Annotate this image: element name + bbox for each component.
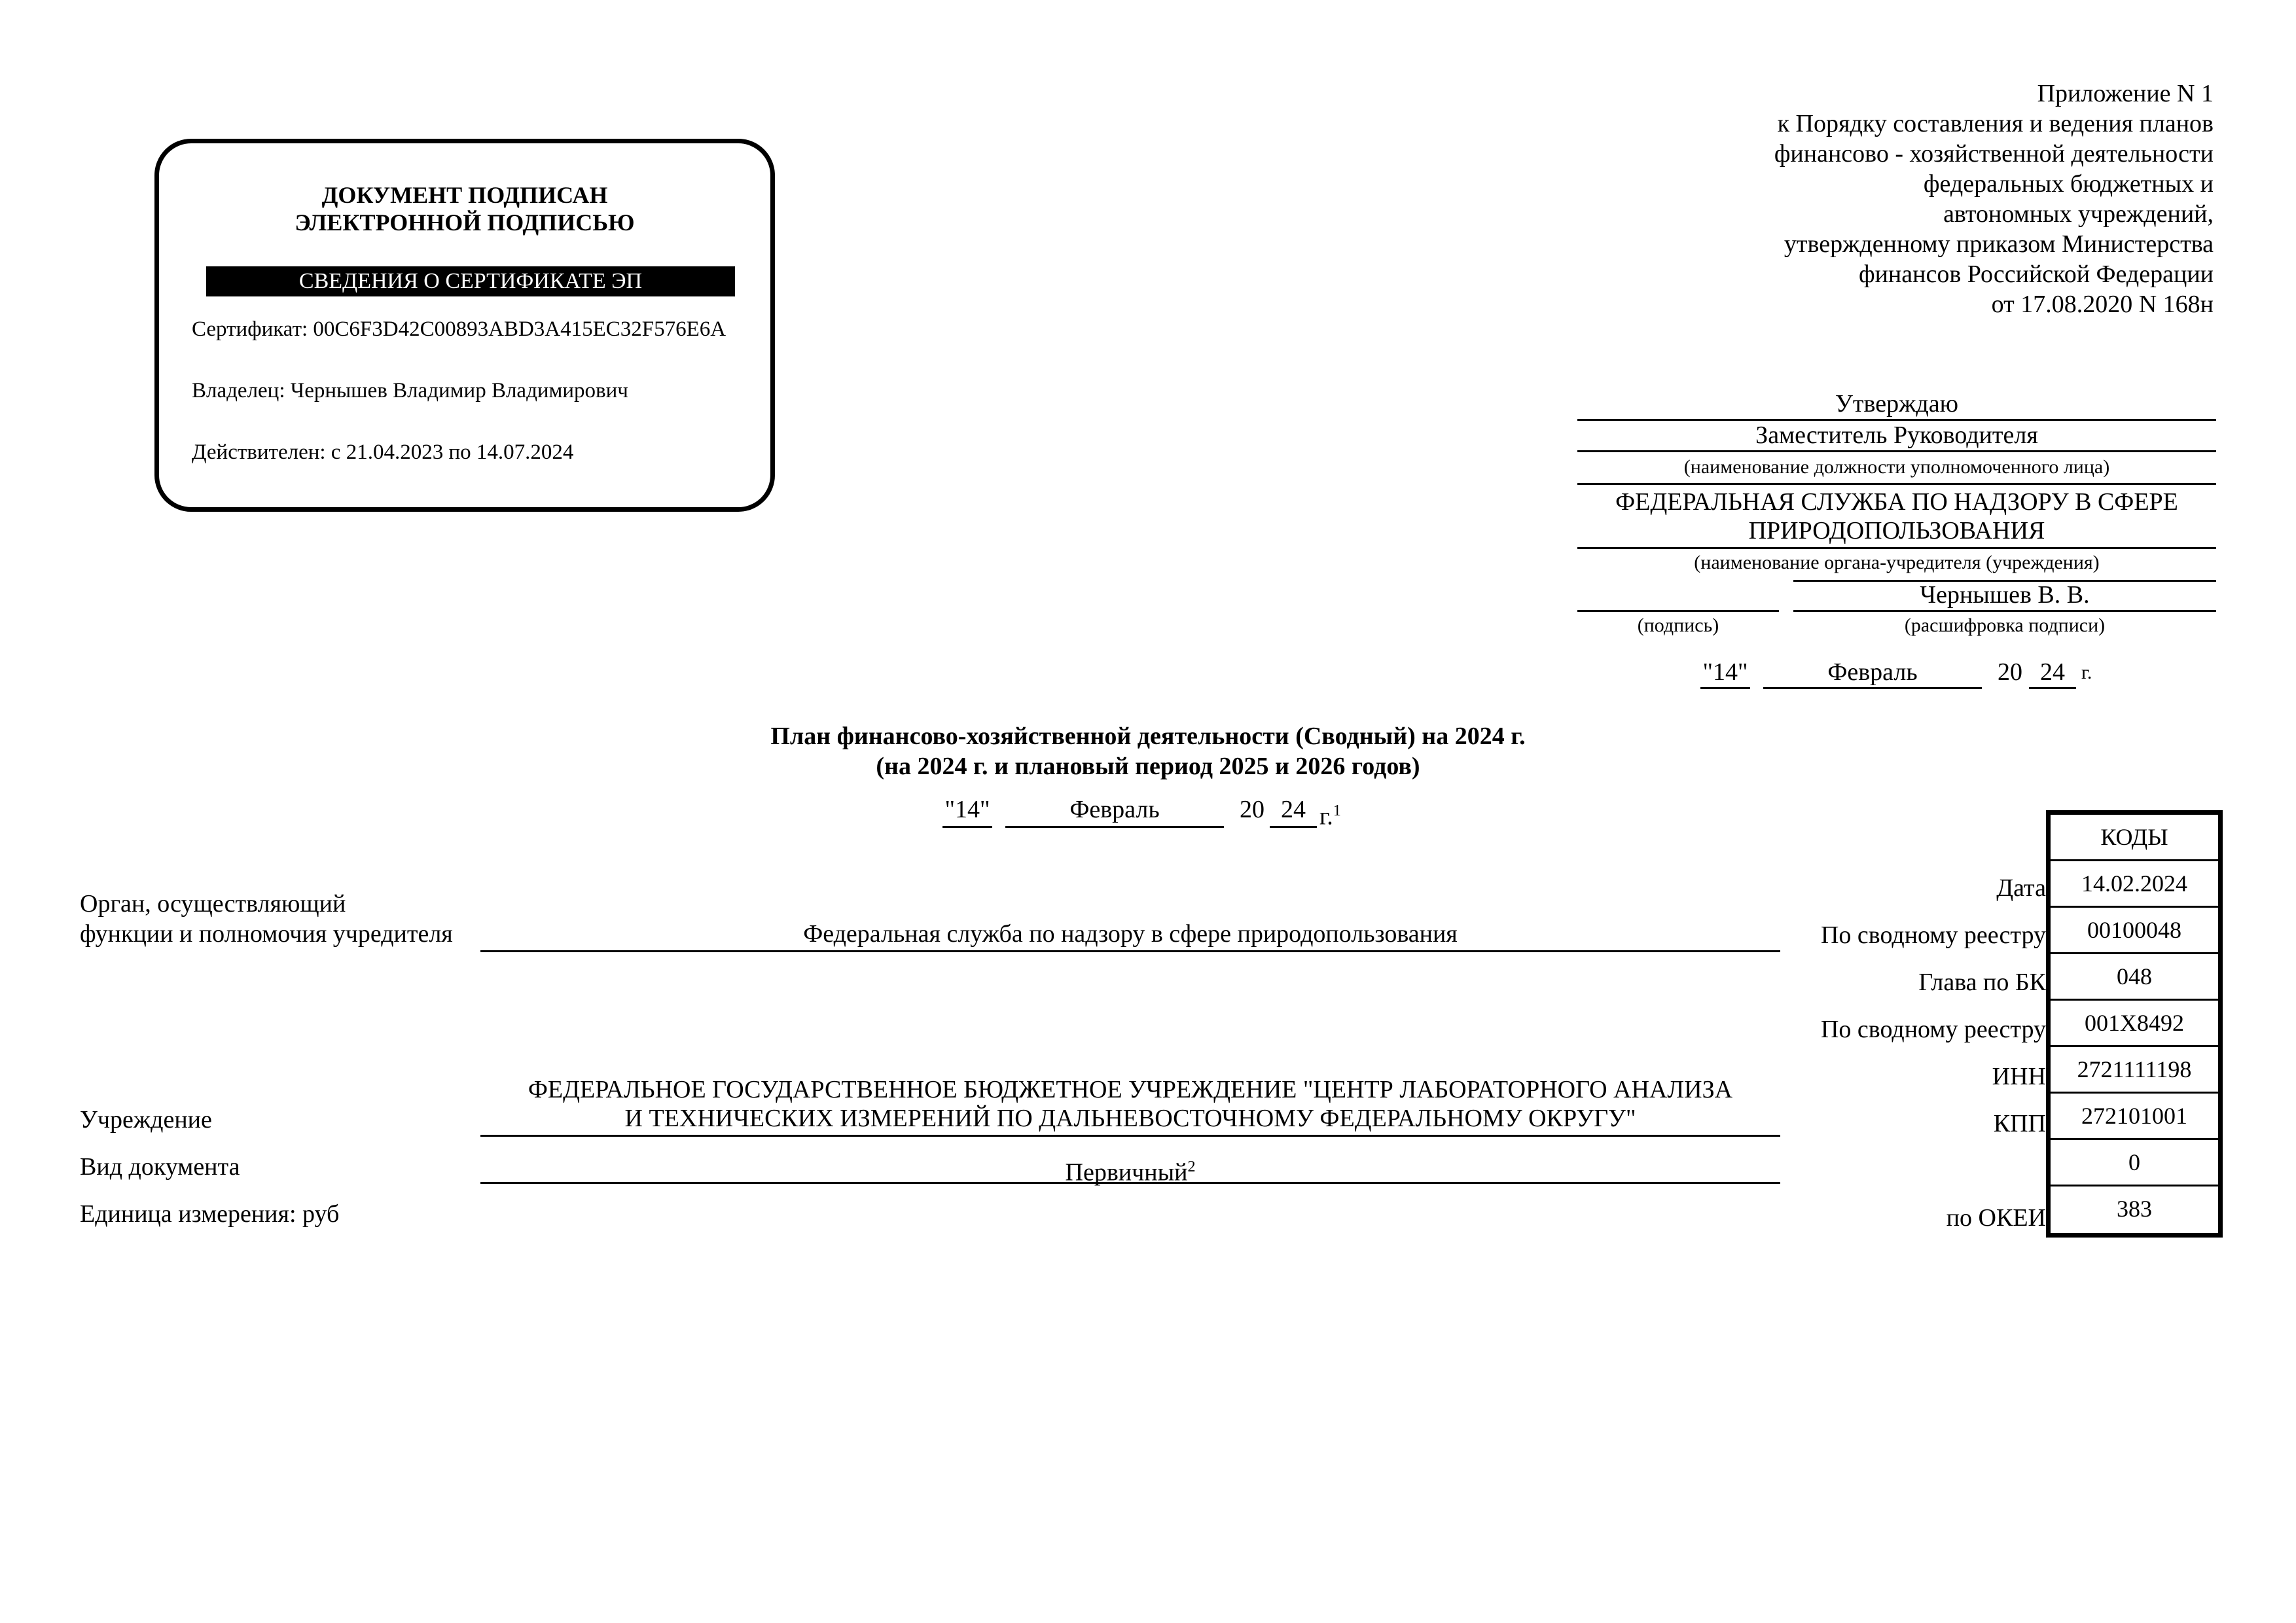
code-label-registry: По сводному реестру <box>1820 921 2046 949</box>
code-okei: 383 <box>2117 1196 2152 1222</box>
signature-caption: (подпись) <box>1637 615 1719 636</box>
organ-label-line2: функции и полномочия учредителя <box>80 920 453 948</box>
footnote-2: 2 <box>1187 1158 1196 1175</box>
approval-year-prefix: 20 <box>1998 658 2022 686</box>
appendix-reference <box>1774 79 2214 319</box>
signature-stamp <box>154 139 775 512</box>
plan-day: "14" <box>944 796 990 823</box>
code-label-inn: ИНН <box>1992 1063 2046 1090</box>
plan-year-prefix: 20 <box>1240 796 1265 823</box>
stamp-title-line2: ЭЛЕКТРОННОЙ ПОДПИСЬЮ <box>295 209 635 236</box>
appendix-line: утвержденному приказом Министерства <box>1784 230 2214 258</box>
certificate-number: Сертификат: 00C6F3D42C00893ABD3A415EC32F576E6A <box>192 317 726 341</box>
unit-label: Единица измерения: руб <box>80 1200 340 1228</box>
appendix-line: финансов Российской Федерации <box>1858 260 2214 288</box>
appendix-line: Приложение N 1 <box>2037 80 2214 107</box>
institution-name-line1: ФЕДЕРАЛЬНОЕ ГОСУДАРСТВЕННОЕ БЮДЖЕТНОЕ УЧРЕЖДЕНИЕ "ЦЕНТР ЛАБОРАТОРНОГО АНАЛИЗА <box>528 1076 1733 1103</box>
appendix-line: от 17.08.2020 N 168н <box>1991 291 2214 318</box>
footnote-1: 1 <box>1333 802 1341 819</box>
code-label-date: Дата <box>1996 874 2046 902</box>
code-label-bk-chapter: Глава по БК <box>1918 969 2046 996</box>
code-inn: 2721111198 <box>2051 1047 2218 1094</box>
organ-name-line1: ФЕДЕРАЛЬНАЯ СЛУЖБА ПО НАДЗОРУ В СФЕРЕ <box>1615 488 2178 516</box>
doc-type-value: Первичный$^2$ <box>1065 1158 1196 1186</box>
appendix-line: автономных учреждений, <box>1943 200 2214 228</box>
code-label-registry-2: По сводному реестру <box>1820 1016 2046 1043</box>
plan-year-unit: г.$^1$ <box>1319 802 1341 830</box>
doc-type-label: Вид документа <box>80 1153 240 1181</box>
institution-name-line2: И ТЕХНИЧЕСКИХ ИЗМЕРЕНИЙ ПО ДАЛЬНЕВОСТОЧНОМУ ФЕДЕРАЛЬНОМУ ОКРУГУ" <box>624 1105 1636 1132</box>
plan-title-line1: План финансово-хозяйственной деятельности (Сводный) на 2024 г. <box>770 722 1526 750</box>
appendix-line: к Порядку составления и ведения планов <box>1777 110 2214 137</box>
approve-label: Утверждаю <box>1835 390 1958 418</box>
organ-label-line1: Орган, осуществляющий <box>80 890 346 918</box>
code-registry: 00100048 <box>2051 908 2218 954</box>
code-bk-chapter: 048 <box>2051 954 2218 1001</box>
organ-value: Федеральная служба по надзору в сфере природопользования <box>803 920 1458 948</box>
approver-position: Заместитель Руководителя <box>1755 421 2038 449</box>
code-doc-type: 0 <box>2051 1140 2218 1186</box>
code-registry-2: 001Х8492 <box>2051 1001 2218 1047</box>
code-date: 14.02.2024 <box>2051 861 2218 908</box>
codes-header: КОДЫ <box>2051 815 2218 861</box>
plan-year-suffix: 24 <box>1281 796 1306 823</box>
code-label-kpp: КПП <box>1993 1110 2046 1137</box>
certificate-info-bar: СВЕДЕНИЯ О СЕРТИФИКАТЕ ЭП <box>206 266 735 296</box>
codes-table <box>2046 810 2223 1238</box>
position-caption: (наименование должности уполномоченного лица) <box>1683 456 2110 478</box>
certificate-owner: Владелец: Чернышев Владимир Владимирович <box>192 379 628 402</box>
plan-title-line2: (на 2024 г. и плановый период 2025 и 2026 годов) <box>876 753 1420 780</box>
approval-year-suffix: 24 <box>2040 658 2065 686</box>
plan-month: Февраль <box>1069 796 1160 823</box>
signature-line <box>1577 610 1779 612</box>
stamp-title-line1: ДОКУМЕНТ ПОДПИСАН <box>321 182 608 208</box>
organ-name-line2: ПРИРОДОПОЛЬЗОВАНИЯ <box>1748 517 2045 544</box>
code-kpp: 272101001 <box>2051 1094 2218 1140</box>
code-label-okei: по ОКЕИ <box>1946 1204 2046 1232</box>
signer-name: Чернышев В. В. <box>1920 581 2090 609</box>
approval-month: Февраль <box>1827 658 1918 686</box>
approval-year-unit: г. <box>2081 662 2092 683</box>
certificate-validity: Действителен: с 21.04.2023 по 14.07.2024 <box>192 440 574 464</box>
organ-caption: (наименование органа-учредителя (учреждения) <box>1694 552 2100 573</box>
decode-caption: (расшифровка подписи) <box>1904 615 2106 636</box>
institution-label: Учреждение <box>80 1106 212 1133</box>
appendix-line: финансово - хозяйственной деятельности <box>1774 140 2214 168</box>
approval-day: "14" <box>1702 658 1748 686</box>
appendix-line: федеральных бюджетных и <box>1923 170 2214 198</box>
